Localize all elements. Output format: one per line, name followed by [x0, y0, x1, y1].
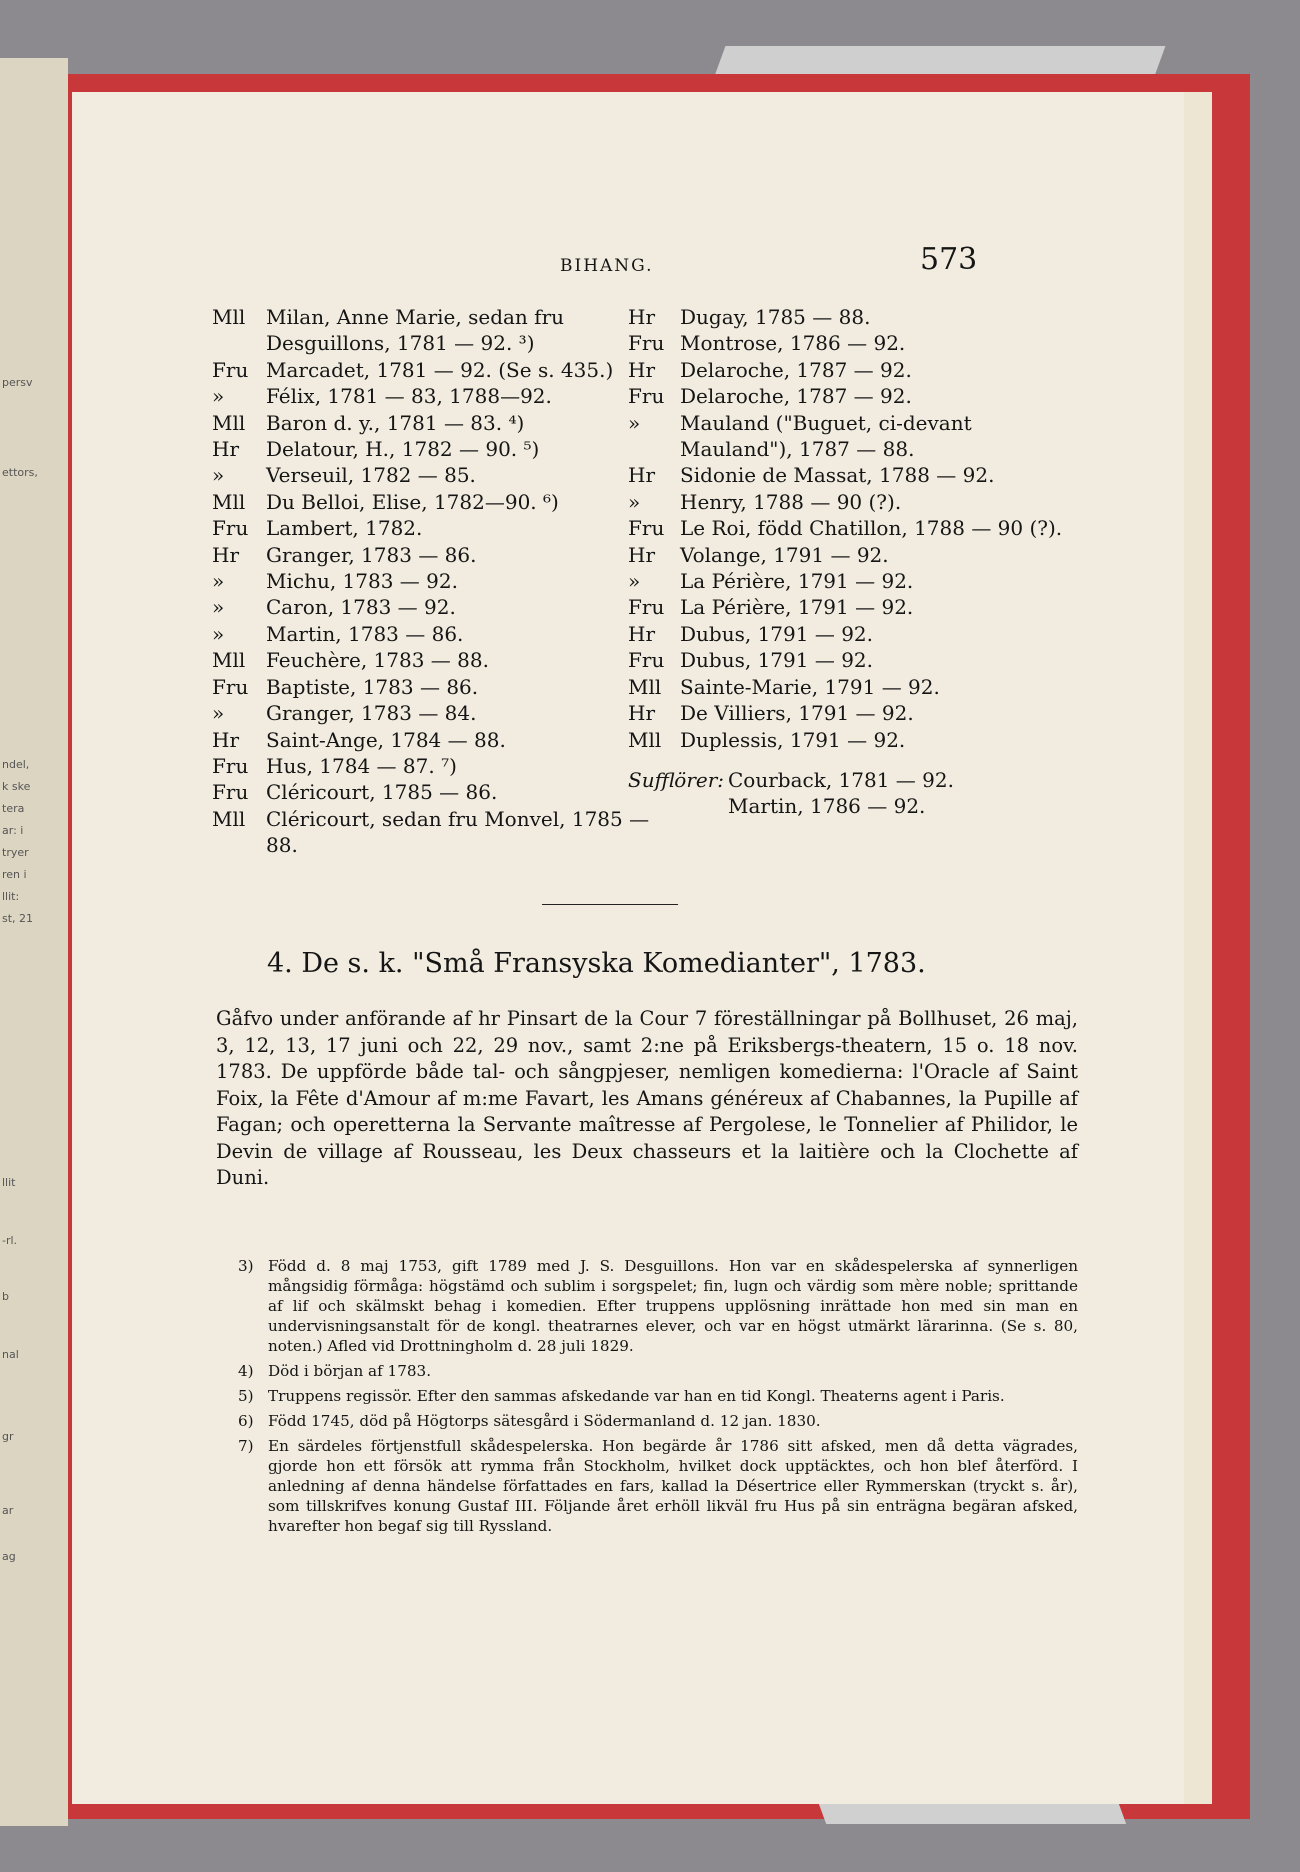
page-number: 573 — [920, 242, 978, 277]
cast-entry — [628, 489, 1088, 515]
entry-text: Hus, 1784 — 87. ⁷) — [266, 753, 457, 778]
entry-title: Fru — [628, 648, 665, 673]
entry-title: Hr — [212, 437, 240, 462]
footnote-number: 4) — [238, 1362, 254, 1380]
margin-fragment: nal — [2, 1348, 19, 1361]
prompter-text: Courback, 1781 — 92. — [728, 767, 954, 792]
entry-text: Granger, 1783 — 84. — [266, 701, 477, 726]
section-title: 4. De s. k. "Små Fransyska Komedianter", 1783. — [267, 948, 926, 979]
facing-page — [0, 58, 68, 1826]
cast-entry — [628, 330, 1088, 356]
cast-entry — [628, 410, 1088, 463]
entry-text: Dubus, 1791 — 92. — [680, 648, 873, 673]
cast-entry — [212, 568, 682, 594]
entry-text: Dubus, 1791 — 92. — [680, 621, 873, 646]
cast-entry — [628, 674, 1088, 700]
entry-title: Fru — [628, 384, 665, 409]
prompters-label: Sufflörer: — [628, 767, 725, 792]
cast-entry — [212, 727, 682, 753]
cast-list-left — [212, 304, 682, 859]
page-header — [72, 242, 1184, 292]
cast-entry — [212, 515, 682, 541]
entry-text: Cléricourt, 1785 — 86. — [266, 780, 498, 805]
clip-strap-top — [715, 46, 1166, 76]
cast-entry — [628, 357, 1088, 383]
cast-entry — [628, 647, 1088, 673]
cast-entry — [212, 383, 682, 409]
entry-title: Fru — [212, 357, 249, 382]
footnotes — [238, 1256, 1078, 1541]
entry-title: Mll — [212, 806, 246, 831]
footnote-number: 5) — [238, 1387, 254, 1405]
entry-text: Delatour, H., 1782 — 90. ⁵) — [266, 437, 540, 462]
cast-entry — [212, 647, 682, 673]
entry-title: Hr — [628, 463, 656, 488]
entry-title: Hr — [628, 542, 656, 567]
cast-entry — [628, 727, 1088, 753]
entry-text: Lambert, 1782. — [266, 516, 423, 541]
footnote-text: Död i början af 1783. — [268, 1362, 432, 1380]
margin-fragment: persv — [2, 376, 33, 389]
entry-text: La Périère, 1791 — 92. — [680, 595, 914, 620]
footnote-text: En särdeles förtjenstfull skådespelerska. Hon begärde år 1786 sitt afsked, men då detta vägrades, gjorde hon ett försök att rymma från Stockholm, hvilket dock upptäcktes, och hon blef återförd. I anledning af denna händelse författades en fars, kallad la Désertrice eller Rymmerskan (tryckt s. år), som tillskrifves konung Gustaf III. Följande året erhöll likväl fru Hus på sin enträgna begäran afsked, hvarefter hon begaf sig till Ryssland. — [268, 1437, 1078, 1535]
entry-text: La Périère, 1791 — 92. — [680, 569, 914, 594]
cast-entry — [628, 594, 1088, 620]
cast-entry — [212, 489, 682, 515]
cast-entry — [212, 357, 682, 383]
margin-fragment: k ske — [2, 780, 31, 793]
entry-text: De Villiers, 1791 — 92. — [680, 701, 914, 726]
footnote-number: 6) — [238, 1412, 254, 1430]
entry-title: » — [628, 569, 641, 594]
entry-text: Cléricourt, sedan fru Monvel, 1785 — 88. — [266, 806, 650, 858]
cast-entry — [212, 779, 682, 805]
margin-fragment: st, 21 — [2, 912, 34, 925]
cast-entry — [628, 568, 1088, 594]
margin-fragment: llit: — [2, 890, 20, 903]
entry-title: » — [628, 489, 641, 514]
entry-title: Fru — [212, 674, 249, 699]
entry-title: Fru — [212, 780, 249, 805]
margin-fragment: tryer — [2, 846, 29, 859]
entry-text: Mauland ("Buguet, ci-devant Mauland"), 1787 — 88. — [680, 410, 972, 462]
entry-text: Martin, 1783 — 86. — [266, 621, 464, 646]
entry-text: Feuchère, 1783 — 88. — [266, 648, 489, 673]
entry-text: Marcadet, 1781 — 92. (Se s. 435.) — [266, 357, 614, 382]
entry-text: Baron d. y., 1781 — 83. ⁴) — [266, 410, 525, 435]
entry-text: Verseuil, 1782 — 85. — [266, 463, 476, 488]
cast-entry — [212, 410, 682, 436]
entry-title: Hr — [212, 727, 240, 752]
entry-text: Saint-Ange, 1784 — 88. — [266, 727, 506, 752]
book-page — [72, 92, 1184, 1804]
footnote-text: Truppens regissör. Efter den sammas afskedande var han en tid Kongl. Theaterns agent i Paris. — [268, 1387, 1005, 1405]
cast-entry — [212, 806, 682, 859]
cast-entry — [628, 700, 1088, 726]
entry-text: Montrose, 1786 — 92. — [680, 331, 906, 356]
cast-entry — [628, 383, 1088, 409]
entry-text: Caron, 1783 — 92. — [266, 595, 456, 620]
cast-entry — [628, 515, 1088, 541]
cast-entry — [212, 462, 682, 488]
cast-entry — [212, 621, 682, 647]
prompter-entry — [628, 767, 1088, 793]
entry-text: Volange, 1791 — 92. — [680, 542, 889, 567]
entry-text: Dugay, 1785 — 88. — [680, 305, 871, 329]
entry-title: Mll — [628, 727, 662, 752]
entry-title: » — [212, 621, 225, 646]
entry-title: Fru — [212, 516, 249, 541]
entry-text: Du Belloi, Elise, 1782—90. ⁶) — [266, 489, 559, 514]
entry-title: Hr — [628, 621, 656, 646]
section-divider — [542, 904, 678, 905]
entry-title: Mll — [628, 674, 662, 699]
margin-fragment: ag — [2, 1550, 16, 1563]
footnote-number: 7) — [238, 1437, 254, 1455]
cast-entry — [212, 674, 682, 700]
running-head: BIHANG. — [560, 256, 654, 276]
entry-title: Mll — [212, 305, 246, 329]
margin-fragment: ettors, — [2, 466, 38, 479]
prompters-label — [628, 793, 728, 819]
entry-title: Mll — [212, 489, 246, 514]
entry-text: Baptiste, 1783 — 86. — [266, 674, 479, 699]
entry-title: Fru — [628, 595, 665, 620]
cast-entry — [628, 621, 1088, 647]
footnote — [238, 1361, 1078, 1381]
entry-text: Granger, 1783 — 86. — [266, 542, 477, 567]
entry-title: Fru — [628, 516, 665, 541]
entry-text: Delaroche, 1787 — 92. — [680, 357, 912, 382]
margin-fragment: ar: i — [2, 824, 24, 837]
entry-title: » — [212, 463, 225, 488]
entry-text: Félix, 1781 — 83, 1788—92. — [266, 384, 552, 409]
entry-title: Mll — [212, 410, 246, 435]
cast-entry — [212, 542, 682, 568]
prompter-text: Martin, 1786 — 92. — [728, 794, 926, 819]
margin-fragment: gr — [2, 1430, 14, 1443]
footnote — [238, 1386, 1078, 1406]
footnote — [238, 1411, 1078, 1431]
entry-text: Duplessis, 1791 — 92. — [680, 727, 906, 752]
entry-title: Hr — [212, 542, 240, 567]
entry-title: » — [628, 410, 641, 435]
entry-title: » — [212, 701, 225, 726]
footnote-number: 3) — [238, 1257, 254, 1275]
margin-fragment: ren i — [2, 868, 27, 881]
cast-entry — [212, 753, 682, 779]
margin-fragment: ndel, — [2, 758, 30, 771]
margin-fragment: -rl. — [2, 1234, 18, 1247]
footnote — [238, 1256, 1078, 1356]
entry-text: Sidonie de Massat, 1788 — 92. — [680, 463, 995, 488]
page-edge — [1180, 92, 1212, 1804]
entry-title: » — [212, 569, 225, 594]
footnote — [238, 1436, 1078, 1536]
cast-entry — [628, 304, 1088, 330]
entry-text: Milan, Anne Marie, sedan fru Desguillons, 1781 — 92. ³) — [266, 305, 565, 356]
entry-title: Fru — [212, 753, 249, 778]
prompter-entry — [628, 793, 1088, 819]
entry-text: Le Roi, född Chatillon, 1788 — 90 (?). — [680, 516, 1063, 541]
cast-entry — [628, 542, 1088, 568]
entry-title: Hr — [628, 357, 656, 382]
margin-fragment: tera — [2, 802, 25, 815]
entry-title: Mll — [212, 648, 246, 673]
cast-entry — [212, 304, 682, 357]
entry-title: » — [212, 595, 225, 620]
cast-entry — [628, 462, 1088, 488]
cast-entry — [212, 594, 682, 620]
entry-title: Hr — [628, 701, 656, 726]
entry-title: Hr — [628, 305, 656, 329]
entry-text: Sainte-Marie, 1791 — 92. — [680, 674, 940, 699]
footnote-text: Född 1745, död på Högtorps sätesgård i Södermanland d. 12 jan. 1830. — [268, 1412, 821, 1430]
footnote-text: Född d. 8 maj 1753, gift 1789 med J. S. Desguillons. Hon var en skådespelerska af synnerligen mångsidig förmåga: högstämd och sublim i sorgspelet; fin, lugn och värdig som mère noble; sprittande af lif och skälmskt behag i komedien. Efter truppens upplösning inrättade hon med sin man en undervisningsanstalt för de kongl. theatrarnes elever, och var en högst utmärkt lärarinna. (Se s. 80, noten.) Afled vid Drottningholm d. 28 juli 1829. — [268, 1257, 1078, 1355]
entry-text: Michu, 1783 — 92. — [266, 569, 458, 594]
entry-title: » — [212, 384, 225, 409]
entry-text: Henry, 1788 — 90 (?). — [680, 489, 902, 514]
margin-fragment: ar — [2, 1504, 14, 1517]
prompters — [628, 767, 1088, 820]
margin-fragment: b — [2, 1290, 9, 1303]
cast-list-right — [628, 304, 1088, 820]
cast-entry — [212, 700, 682, 726]
margin-fragment: llit — [2, 1176, 16, 1189]
section-body: Gåfvo under anförande af hr Pinsart de la Cour 7 föreställningar på Bollhuset, 26 maj, 3, 12, 13, 17 juni och 22, 29 nov., samt 2:ne på Eriksbergs-theatern, 15 o. 18 nov. 1783. De uppförde både tal- och sångpjeser, nemligen komedierna: l'Oracle af Saint Foix, la Fête d'Amour af m:me Favart, les Amans généreux af Chabannes, la Pupille af Fagan; och operetterna la Servante maîtresse af Pergolese, le Tonnelier af Philidor, le Devin de village af Rousseau, les Deux chasseurs et la laitière och la Clochette af Duni. — [216, 1007, 1078, 1189]
entry-title: Fru — [628, 331, 665, 356]
cast-entry — [212, 436, 682, 462]
entry-text: Delaroche, 1787 — 92. — [680, 384, 912, 409]
